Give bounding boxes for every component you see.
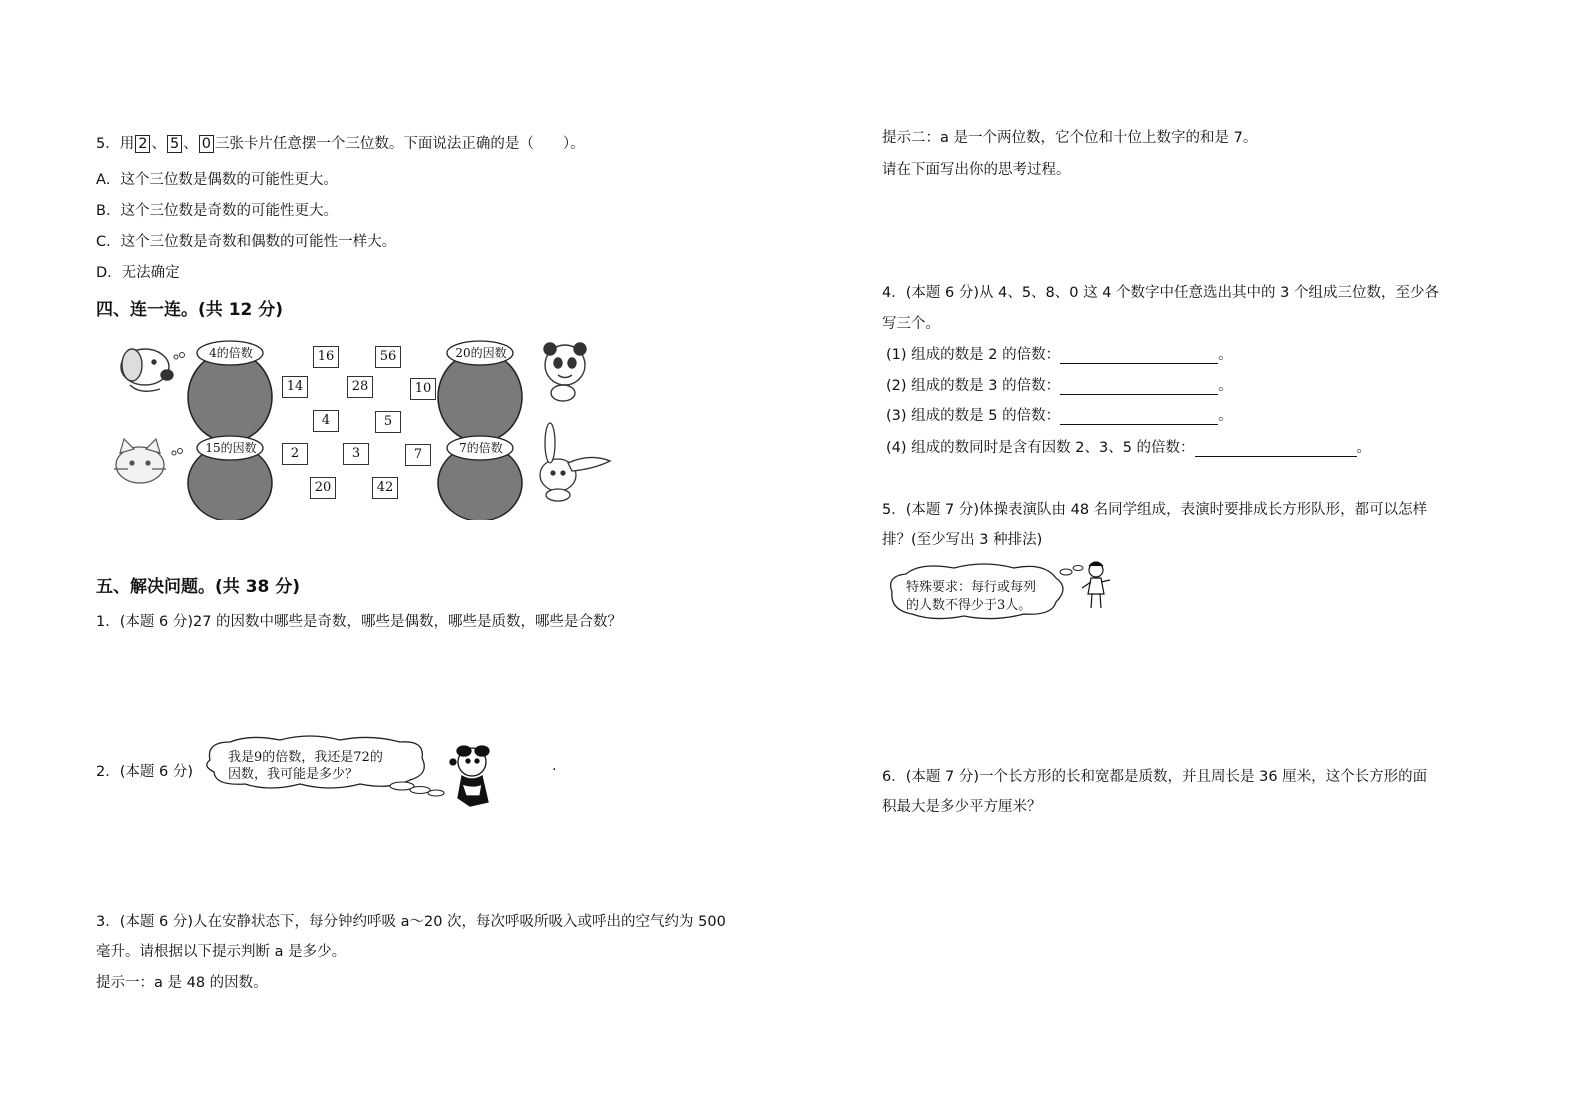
pot-label-7-multiples: 7的倍数 (459, 441, 503, 455)
stray-dot: . (552, 758, 557, 774)
answer-blank[interactable] (1060, 408, 1218, 425)
q5-option-b: B．这个三位数是奇数的可能性更大。 (96, 203, 338, 219)
problem-6-line1: 6．(本题 7 分)一个长方形的长和宽都是质数，并且周长是 36 厘米，这个长方形的面 (882, 769, 1428, 785)
bubble-line-2: 的人数不得少于3人。 (906, 598, 1032, 613)
section5-title: 五、解决问题。(共 38 分) (96, 577, 301, 597)
number-card: 4 (313, 410, 339, 432)
pot-label-15-factors: 15的因数 (205, 441, 257, 455)
pot-icon (188, 341, 522, 520)
number-card: 5 (375, 411, 401, 433)
problem-3-hint2: 提示二：a 是一个两位数，它个位和十位上数字的和是 7。 (882, 130, 1258, 146)
problem-1: 1．(本题 6 分)27 的因数中哪些是奇数，哪些是偶数，哪些是质数，哪些是合数？ (96, 614, 623, 630)
problem-5-bubble (884, 558, 1124, 628)
number-card: 56 (375, 346, 401, 368)
problem-5-line2: 排？(至少写出 3 种排法) (882, 532, 1043, 548)
bubble-line-1: 特殊要求：每行或每列 (906, 580, 1037, 595)
number-card: 20 (310, 477, 336, 499)
problem-4-item-4: (4) 组成的数同时是含有因数 2、3、5 的倍数： 。 (886, 440, 1372, 456)
q5-suffix: 三张卡片任意摆一个三位数。下面说法正确的是（ ）。 (214, 136, 585, 152)
number-card: 10 (410, 378, 436, 400)
bubble-line-2: 因数，我可能是多少？ (228, 767, 359, 782)
problem-3-hint1: 提示一：a 是 48 的因数。 (96, 975, 268, 991)
q5-stem: 5．用 2 、 5 、 0 三张卡片任意摆一个三位数。下面说法正确的是（ ）。 (96, 136, 585, 152)
problem-5-line1: 5．(本题 7 分)体操表演队由 48 名同学组成，表演时要排成长方形队形，都可以怎样 (882, 502, 1428, 518)
answer-blank[interactable] (1195, 440, 1357, 457)
answer-blank[interactable] (1060, 347, 1218, 364)
problem-3-line2: 毫升。请根据以下提示判断 a 是多少。 (96, 944, 347, 960)
pot-label-20-factors: 20的因数 (455, 346, 507, 360)
problem-4-item-2: (2) 组成的数是 3 的倍数： 。 (886, 378, 1233, 394)
card-2: 2 (135, 135, 150, 153)
q5-option-c: C．这个三位数是奇数和偶数的可能性一样大。 (96, 234, 397, 250)
card-5: 5 (167, 135, 182, 153)
animal-character-icon (450, 746, 489, 806)
card-0: 0 (199, 135, 214, 153)
number-card: 3 (343, 443, 369, 465)
matching-illustration (110, 335, 630, 520)
number-card: 2 (282, 443, 308, 465)
cat-icon (114, 439, 166, 483)
problem-4-line2: 写三个。 (882, 316, 940, 332)
problem-2-bubble (200, 732, 510, 812)
girl-icon (1082, 562, 1110, 608)
number-card: 28 (347, 376, 373, 398)
dog-icon (121, 349, 173, 391)
problem-6-line2: 积最大是多少平方厘米？ (882, 799, 1042, 815)
number-card: 16 (313, 346, 339, 368)
problem-4-item-3: (3) 组成的数是 5 的倍数： 。 (886, 408, 1233, 424)
q5-option-d: D．无法确定 (96, 265, 180, 281)
number-card: 7 (405, 444, 431, 466)
bubble-line-1: 我是9的倍数，我还是72的 (228, 750, 383, 765)
q5-prefix: 5．用 (96, 136, 135, 152)
problem-3-line1: 3．(本题 6 分)人在安静状态下，每分钟约呼吸 a～20 次，每次呼吸所吸入或呼出的空气约为 500 (96, 914, 726, 930)
panda-icon (544, 343, 586, 401)
number-card: 42 (372, 477, 398, 499)
problem-4-item-1: (1) 组成的数是 2 的倍数： 。 (886, 347, 1233, 363)
section4-title: 四、连一连。(共 12 分) (96, 300, 284, 320)
problem-2-label: 2．(本题 6 分) (96, 764, 193, 780)
answer-blank[interactable] (1060, 378, 1218, 395)
q5-option-a: A．这个三位数是偶数的可能性更大。 (96, 172, 338, 188)
pot-label-4-multiples: 4的倍数 (209, 346, 253, 360)
thinking-process-prompt: 请在下面写出你的思考过程。 (882, 162, 1071, 178)
problem-4-line1: 4．(本题 6 分)从 4、5、8、0 这 4 个数字中任意选出其中的 3 个组成三位数，至少各 (882, 285, 1439, 301)
rabbit-icon (540, 423, 610, 501)
number-card: 14 (282, 376, 308, 398)
